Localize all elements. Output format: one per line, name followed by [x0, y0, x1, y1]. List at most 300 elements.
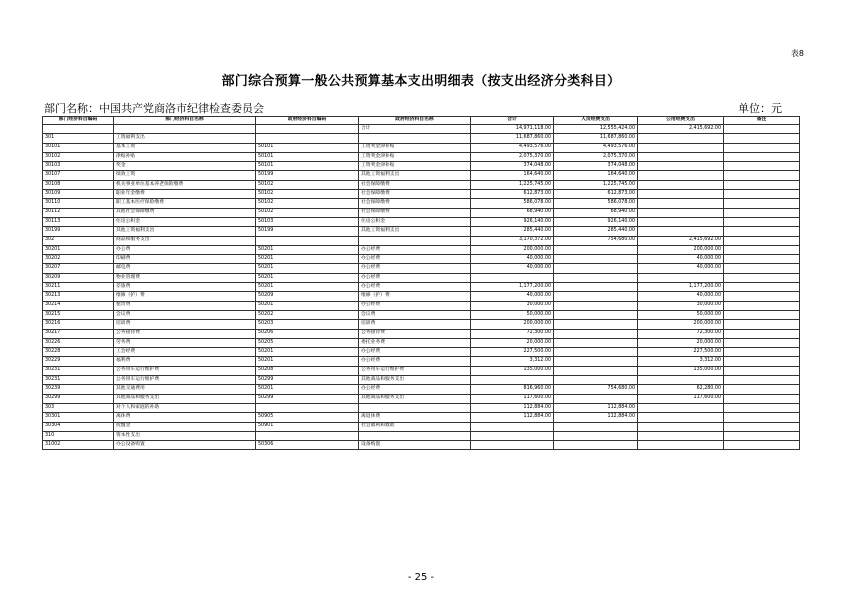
- dept-name-cell: 差旅费: [114, 283, 256, 292]
- note-cell: [724, 394, 800, 403]
- total-cell: [471, 273, 554, 282]
- public-cell: [638, 190, 724, 199]
- table-row: [43, 422, 800, 431]
- dept-code-cell: 30231: [43, 376, 114, 385]
- note-cell: [724, 348, 800, 357]
- dept-name-cell: 抚恤金: [114, 422, 256, 431]
- personnel-cell: 374,048.00: [554, 162, 638, 171]
- total-cell: [471, 376, 554, 385]
- gov-code-cell: 50201: [256, 273, 359, 282]
- total-cell: 227,500.00: [471, 348, 554, 357]
- dept-code-cell: 30101: [43, 143, 114, 152]
- dept-name-cell: [114, 125, 256, 134]
- dept-code-cell: 30113: [43, 217, 114, 226]
- gov-name-cell: [359, 134, 471, 143]
- public-cell: 2,415,692.00: [638, 236, 724, 245]
- note-cell: [724, 227, 800, 236]
- personnel-cell: 11,687,860.00: [554, 134, 638, 143]
- gov-code-cell: 50199: [256, 171, 359, 180]
- note-cell: [724, 255, 800, 264]
- gov-name-cell: 会议费: [359, 310, 471, 319]
- note-cell: [724, 125, 800, 134]
- dept-name-cell: 其他交通费用: [114, 385, 256, 394]
- gov-name-cell: 工资奖金津补贴: [359, 152, 471, 161]
- gov-code-cell: 50201: [256, 264, 359, 273]
- header-gov-name: 政府经济科目名称: [359, 117, 471, 125]
- gov-code-cell: 50102: [256, 208, 359, 217]
- note-cell: [724, 143, 800, 152]
- note-cell: [724, 385, 800, 394]
- personnel-cell: [554, 338, 638, 347]
- note-cell: [724, 283, 800, 292]
- public-cell: 40,000.00: [638, 264, 724, 273]
- total-cell: 816,960.00: [471, 385, 554, 394]
- dept-name-cell: 邮电费: [114, 264, 256, 273]
- gov-code-cell: 50299: [256, 394, 359, 403]
- dept-code-cell: 301: [43, 134, 114, 143]
- dept-code-cell: 30211: [43, 283, 114, 292]
- note-cell: [724, 301, 800, 310]
- total-cell: 4,493,576.00: [471, 143, 554, 152]
- public-cell: [638, 422, 724, 431]
- personnel-cell: 2,075,370.00: [554, 152, 638, 161]
- dept-name-cell: 物业管理费: [114, 273, 256, 282]
- gov-name-cell: 社会保障缴费: [359, 190, 471, 199]
- public-cell: [638, 431, 724, 440]
- gov-code-cell: 50209: [256, 292, 359, 301]
- dept-name-cell: 工资福利支出: [114, 134, 256, 143]
- note-cell: [724, 162, 800, 171]
- dept-name-cell: 对个人和家庭的补助: [114, 403, 256, 412]
- personnel-cell: 68,940.00: [554, 208, 638, 217]
- table-row: [43, 125, 800, 134]
- note-cell: [724, 320, 800, 329]
- total-cell: 40,000.00: [471, 255, 554, 264]
- personnel-cell: 285,440.00: [554, 227, 638, 236]
- table-row: [43, 376, 800, 385]
- dept-name-cell: 福利费: [114, 357, 256, 366]
- note-cell: [724, 134, 800, 143]
- page-number: - 25 -: [407, 572, 435, 583]
- gov-code-cell: 50208: [256, 366, 359, 375]
- gov-code-cell: 50101: [256, 152, 359, 161]
- note-cell: [724, 190, 800, 199]
- total-cell: [471, 431, 554, 440]
- header-note: 备注: [724, 117, 800, 125]
- public-cell: 135,000.00: [638, 366, 724, 375]
- dept-code-cell: 30112: [43, 208, 114, 217]
- table-row: [43, 273, 800, 282]
- dept-code-cell: 30108: [43, 180, 114, 189]
- personnel-cell: 112,884.00: [554, 413, 638, 422]
- table-row: [43, 180, 800, 189]
- dept-name-cell: 维修（护）费: [114, 292, 256, 301]
- personnel-cell: 926,140.00: [554, 217, 638, 226]
- gov-name-cell: 其他工资福利支出: [359, 227, 471, 236]
- personnel-cell: [554, 394, 638, 403]
- dept-code-cell: 30201: [43, 245, 114, 254]
- gov-name-cell: 工资奖金津补贴: [359, 162, 471, 171]
- table-row: [43, 208, 800, 217]
- table-row: [43, 292, 800, 301]
- public-cell: 117,600.00: [638, 394, 724, 403]
- public-cell: 72,300.00: [638, 329, 724, 338]
- personnel-cell: [554, 431, 638, 440]
- dept-name-cell: 办公设备购置: [114, 441, 256, 450]
- personnel-cell: 754,680.00: [554, 385, 638, 394]
- gov-name-cell: 委托业务费: [359, 338, 471, 347]
- public-cell: [638, 208, 724, 217]
- dept-name-cell: 会议费: [114, 310, 256, 319]
- dept-name-cell: 公务接待费: [114, 329, 256, 338]
- dept-code-cell: 30214: [43, 301, 114, 310]
- total-cell: 68,940.00: [471, 208, 554, 217]
- table-row: [43, 320, 800, 329]
- dept-code-cell: 30229: [43, 357, 114, 366]
- gov-name-cell: 公务接待费: [359, 329, 471, 338]
- gov-name-cell: 其他商品和服务支出: [359, 394, 471, 403]
- dept-code-cell: 302: [43, 236, 114, 245]
- personnel-cell: [554, 329, 638, 338]
- personnel-cell: 612,873.00: [554, 190, 638, 199]
- public-cell: 2,415,692.00: [638, 125, 724, 134]
- personnel-cell: [554, 273, 638, 282]
- total-cell: 200,000.00: [471, 320, 554, 329]
- table-row: [43, 190, 800, 199]
- personnel-cell: 754,680.00: [554, 236, 638, 245]
- public-cell: 227,500.00: [638, 348, 724, 357]
- table-row: [43, 264, 800, 273]
- table-row: [43, 357, 800, 366]
- total-cell: 11,687,860.00: [471, 134, 554, 143]
- gov-name-cell: [359, 236, 471, 245]
- gov-code-cell: 50202: [256, 310, 359, 319]
- department-label: 部门名称：中国共产党商洛市纪律检查委员会: [44, 102, 264, 115]
- personnel-cell: [554, 441, 638, 450]
- dept-code-cell: 30226: [43, 338, 114, 347]
- personnel-cell: 164,640.00: [554, 171, 638, 180]
- gov-name-cell: 离退休费: [359, 413, 471, 422]
- total-cell: 1,177,200.00: [471, 283, 554, 292]
- gov-name-cell: 办公经费: [359, 255, 471, 264]
- total-cell: 926,140.00: [471, 217, 554, 226]
- dept-code-cell: 30110: [43, 199, 114, 208]
- table-row: [43, 255, 800, 264]
- gov-name-cell: 办公经费: [359, 245, 471, 254]
- header-dept-code: 部门经济科目编码: [43, 117, 114, 125]
- public-cell: [638, 217, 724, 226]
- dept-name-cell: 印刷费: [114, 255, 256, 264]
- total-cell: 112,884.00: [471, 403, 554, 412]
- dept-code-cell: 30228: [43, 348, 114, 357]
- gov-code-cell: 50201: [256, 283, 359, 292]
- personnel-cell: [554, 366, 638, 375]
- public-cell: [638, 162, 724, 171]
- dept-name-cell: 奖金: [114, 162, 256, 171]
- dept-name-cell: 绩效工资: [114, 171, 256, 180]
- table-row: [43, 413, 800, 422]
- note-cell: [724, 403, 800, 412]
- gov-code-cell: 50102: [256, 180, 359, 189]
- note-cell: [724, 422, 800, 431]
- gov-name-cell: 办公经费: [359, 283, 471, 292]
- gov-code-cell: 50101: [256, 162, 359, 171]
- note-cell: [724, 338, 800, 347]
- dept-code-cell: 303: [43, 403, 114, 412]
- dept-name-cell: 机关事业单位基本养老保险缴费: [114, 180, 256, 189]
- total-cell: 112,884.00: [471, 413, 554, 422]
- note-cell: [724, 180, 800, 189]
- personnel-cell: [554, 320, 638, 329]
- public-cell: 40,000.00: [638, 255, 724, 264]
- table-row: [43, 171, 800, 180]
- personnel-cell: 112,884.00: [554, 403, 638, 412]
- total-cell: 164,640.00: [471, 171, 554, 180]
- gov-name-cell: 办公经费: [359, 348, 471, 357]
- total-cell: 40,000.00: [471, 264, 554, 273]
- table-row: [43, 217, 800, 226]
- dept-code-cell: 31002: [43, 441, 114, 450]
- note-cell: [724, 171, 800, 180]
- personnel-cell: [554, 310, 638, 319]
- table-row: [43, 152, 800, 161]
- gov-code-cell: 50203: [256, 320, 359, 329]
- note-cell: [724, 441, 800, 450]
- gov-code-cell: 50201: [256, 301, 359, 310]
- total-cell: [471, 422, 554, 431]
- total-cell: 20,000.00: [471, 338, 554, 347]
- dept-code-cell: 30109: [43, 190, 114, 199]
- gov-name-cell: 社会保障缴费: [359, 180, 471, 189]
- table-row: [43, 385, 800, 394]
- dept-code-cell: [43, 125, 114, 134]
- dept-code-cell: 30239: [43, 385, 114, 394]
- table-row: [43, 283, 800, 292]
- table-row: [43, 245, 800, 254]
- public-cell: 40,000.00: [638, 292, 724, 301]
- unit-label: 单位：元: [738, 102, 782, 115]
- table-row: [43, 348, 800, 357]
- public-cell: [638, 441, 724, 450]
- gov-code-cell: 50201: [256, 255, 359, 264]
- total-cell: 14,971,118.00: [471, 125, 554, 134]
- dept-code-cell: 30301: [43, 413, 114, 422]
- dept-code-cell: 30215: [43, 310, 114, 319]
- header-total: 合计: [471, 117, 554, 125]
- gov-name-cell: 工资奖金津补贴: [359, 143, 471, 152]
- gov-code-cell: 50201: [256, 385, 359, 394]
- personnel-cell: 12,555,424.00: [554, 125, 638, 134]
- gov-name-cell: 住房公积金: [359, 217, 471, 226]
- note-cell: [724, 413, 800, 422]
- dept-name-cell: 资本性支出: [114, 431, 256, 440]
- dept-name-cell: 离休费: [114, 413, 256, 422]
- note-cell: [724, 310, 800, 319]
- dept-name-cell: 劳务费: [114, 338, 256, 347]
- personnel-cell: [554, 348, 638, 357]
- personnel-cell: [554, 376, 638, 385]
- gov-name-cell: 办公经费: [359, 273, 471, 282]
- table-row: [43, 236, 800, 245]
- dept-code-cell: 30103: [43, 162, 114, 171]
- total-cell: 3,312.00: [471, 357, 554, 366]
- expenditure-table: [42, 116, 800, 450]
- public-cell: 1,177,200.00: [638, 283, 724, 292]
- dept-code-cell: 30209: [43, 273, 114, 282]
- total-cell: 135,000.00: [471, 366, 554, 375]
- public-cell: 30,000.00: [638, 301, 724, 310]
- gov-name-cell: 设备购置: [359, 441, 471, 450]
- dept-name-cell: 其他社会保障缴费: [114, 208, 256, 217]
- gov-code-cell: 50201: [256, 357, 359, 366]
- dept-name-cell: 办公费: [114, 245, 256, 254]
- dept-name-cell: 职业年金缴费: [114, 190, 256, 199]
- personnel-cell: 4,493,576.00: [554, 143, 638, 152]
- total-cell: 50,000.00: [471, 310, 554, 319]
- table-row: [43, 431, 800, 440]
- gov-code-cell: 50306: [256, 441, 359, 450]
- table-row: [43, 301, 800, 310]
- header-dept-name: 部门经济科目名称: [114, 117, 256, 125]
- gov-code-cell: 50201: [256, 245, 359, 254]
- note-cell: [724, 366, 800, 375]
- page-title: 部门综合预算一般公共预算基本支出明细表（按支出经济分类科目）: [221, 74, 621, 89]
- gov-code-cell: 50103: [256, 217, 359, 226]
- dept-code-cell: 30217: [43, 329, 114, 338]
- personnel-cell: [554, 255, 638, 264]
- dept-code-cell: 30202: [43, 255, 114, 264]
- gov-name-cell: 公务用车运行维护费: [359, 366, 471, 375]
- dept-code-cell: 30102: [43, 152, 114, 161]
- public-cell: [638, 171, 724, 180]
- note-cell: [724, 199, 800, 208]
- public-cell: [638, 134, 724, 143]
- note-cell: [724, 152, 800, 161]
- gov-code-cell: 50101: [256, 143, 359, 152]
- table-row: [43, 394, 800, 403]
- header-public: 公用经费支出: [638, 117, 724, 125]
- personnel-cell: [554, 245, 638, 254]
- gov-name-cell: 办公经费: [359, 357, 471, 366]
- total-cell: 200,000.00: [471, 245, 554, 254]
- personnel-cell: [554, 422, 638, 431]
- public-cell: [638, 143, 724, 152]
- table-row: [43, 162, 800, 171]
- table-row: [43, 403, 800, 412]
- note-cell: [724, 236, 800, 245]
- gov-code-cell: 50102: [256, 199, 359, 208]
- dept-name-cell: 职工基本医疗保险缴费: [114, 199, 256, 208]
- public-cell: [638, 180, 724, 189]
- gov-name-cell: 办公经费: [359, 385, 471, 394]
- total-cell: 40,000.00: [471, 292, 554, 301]
- personnel-cell: 1,225,745.00: [554, 180, 638, 189]
- dept-code-cell: 30107: [43, 171, 114, 180]
- gov-name-cell: 维修（护）费: [359, 292, 471, 301]
- dept-code-cell: 30207: [43, 264, 114, 273]
- gov-code-cell: 50102: [256, 190, 359, 199]
- public-cell: 200,000.00: [638, 320, 724, 329]
- total-cell: 2,075,370.00: [471, 152, 554, 161]
- dept-code-cell: 30304: [43, 422, 114, 431]
- total-cell: 1,225,745.00: [471, 180, 554, 189]
- dept-name-cell: 其他工资福利支出: [114, 227, 256, 236]
- gov-name-cell: 社会保障缴费: [359, 208, 471, 217]
- dept-name-cell: 培训费: [114, 320, 256, 329]
- gov-code-cell: 50205: [256, 338, 359, 347]
- gov-name-cell: 办公经费: [359, 301, 471, 310]
- note-cell: [724, 264, 800, 273]
- dept-name-cell: 住房公积金: [114, 217, 256, 226]
- gov-name-cell: 其他工资福利支出: [359, 171, 471, 180]
- dept-name-cell: 工会经费: [114, 348, 256, 357]
- note-cell: [724, 208, 800, 217]
- gov-code-cell: 50206: [256, 329, 359, 338]
- public-cell: [638, 413, 724, 422]
- table-row: [43, 143, 800, 152]
- dept-code-cell: 30231: [43, 366, 114, 375]
- table-row: [43, 329, 800, 338]
- public-cell: 20,000.00: [638, 338, 724, 347]
- dept-name-cell: 公务用车运行维护费: [114, 376, 256, 385]
- table-row: [43, 134, 800, 143]
- dept-code-cell: 30199: [43, 227, 114, 236]
- public-cell: 62,280.00: [638, 385, 724, 394]
- dept-code-cell: 30216: [43, 320, 114, 329]
- gov-code-cell: [256, 125, 359, 134]
- table-row: [43, 199, 800, 208]
- table-row: [43, 441, 800, 450]
- gov-code-cell: 50901: [256, 422, 359, 431]
- note-cell: [724, 273, 800, 282]
- total-cell: 30,000.00: [471, 301, 554, 310]
- public-cell: 50,000.00: [638, 310, 724, 319]
- gov-name-cell: 合计: [359, 125, 471, 134]
- personnel-cell: [554, 357, 638, 366]
- gov-code-cell: 50201: [256, 348, 359, 357]
- public-cell: [638, 273, 724, 282]
- gov-name-cell: 培训费: [359, 320, 471, 329]
- public-cell: 200,000.00: [638, 245, 724, 254]
- public-cell: [638, 227, 724, 236]
- dept-code-cell: 310: [43, 431, 114, 440]
- dept-code-cell: 30213: [43, 292, 114, 301]
- note-cell: [724, 357, 800, 366]
- personnel-cell: [554, 264, 638, 273]
- gov-name-cell: 其他商品和服务支出: [359, 376, 471, 385]
- dept-name-cell: 公务用车运行维护费: [114, 366, 256, 375]
- total-cell: 612,873.00: [471, 190, 554, 199]
- total-cell: 3,170,372.00: [471, 236, 554, 245]
- gov-name-cell: 社会保障缴费: [359, 199, 471, 208]
- dept-name-cell: 商品和服务支出: [114, 236, 256, 245]
- public-cell: [638, 403, 724, 412]
- dept-name-cell: 租赁费: [114, 301, 256, 310]
- header-gov-code: 政府经济科目编码: [256, 117, 359, 125]
- note-cell: [724, 217, 800, 226]
- gov-name-cell: 社会福利和救助: [359, 422, 471, 431]
- table-header-row: [43, 117, 800, 125]
- dept-code-cell: 30299: [43, 394, 114, 403]
- gov-code-cell: [256, 403, 359, 412]
- personnel-cell: [554, 292, 638, 301]
- note-cell: [724, 329, 800, 338]
- header-personnel: 人员经费支出: [554, 117, 638, 125]
- note-cell: [724, 292, 800, 301]
- table-number: 表8: [790, 49, 804, 58]
- note-cell: [724, 376, 800, 385]
- gov-code-cell: [256, 431, 359, 440]
